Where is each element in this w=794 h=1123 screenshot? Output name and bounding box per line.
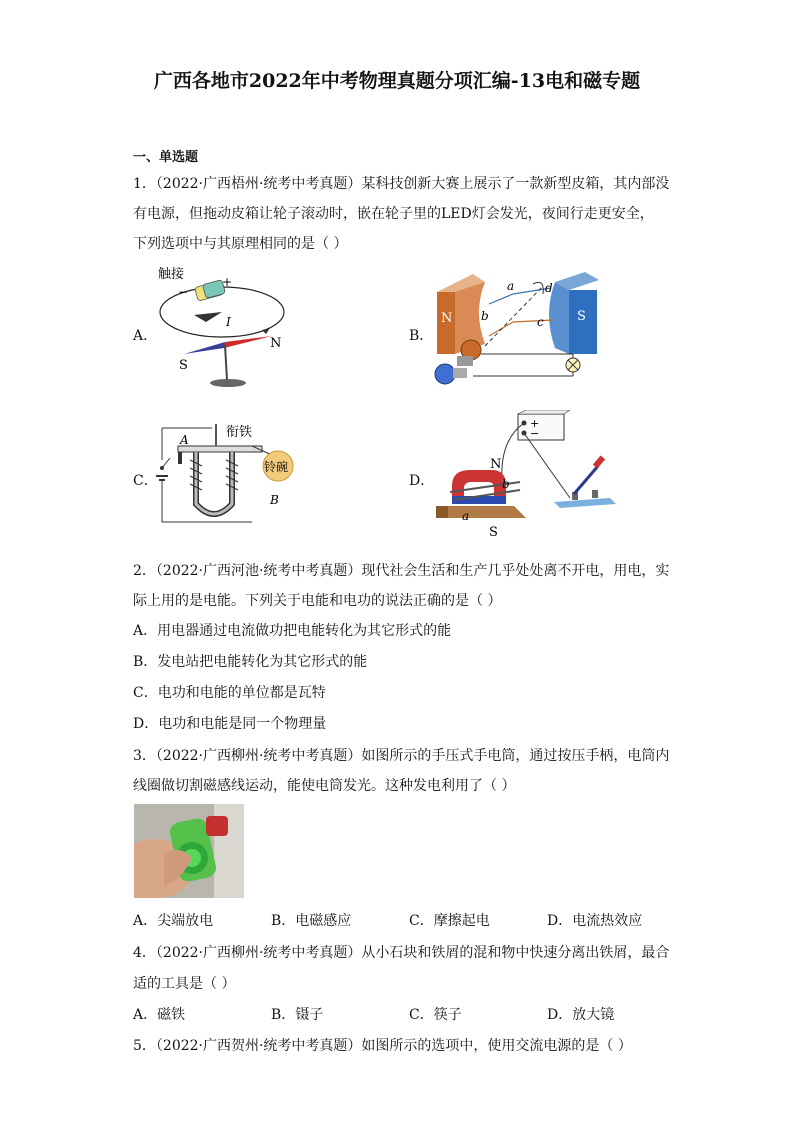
- fig-a-s-label: S: [179, 358, 188, 373]
- q2-option-d[interactable]: D．电功和电能是同一个物理量: [133, 716, 327, 732]
- q2-option-b[interactable]: B．发电站把电能转化为其它形式的能: [133, 654, 368, 670]
- q4-option-d[interactable]: D．放大镜: [547, 1007, 615, 1023]
- fig-a-minus: −: [178, 285, 189, 299]
- figure-b-generator: [425, 264, 605, 396]
- q3-option-b[interactable]: B．电磁感应: [271, 913, 352, 929]
- q1-line-2: 有电源，但拖动皮箱让轮子滚动时，嵌在轮子里的LED灯会发光，夜间行走更安全，: [133, 206, 654, 222]
- fig-a-plus: +: [222, 275, 233, 289]
- q1-line-1: 1．（2022·广西梧州·统考中考真题）某科技创新大赛上展示了一款新型皮箱，其内部没: [133, 176, 670, 192]
- fig-d-a-label: a: [462, 509, 470, 523]
- fig-b-b-label: b: [481, 309, 489, 323]
- figure-d-motor-principle: [430, 410, 625, 538]
- fig-b-n-label: N: [441, 311, 453, 326]
- fig-c-bell-label: 铃碗: [264, 460, 289, 474]
- q1-option-d-label[interactable]: D．: [409, 473, 435, 489]
- q2-option-c[interactable]: C．电功和电能的单位都是瓦特: [133, 685, 326, 701]
- fig-c-armature-label: 衔铁: [226, 425, 253, 440]
- q2-line-1: 2．（2022·广西河池·统考中考真题）现代社会生活和生产几乎处处离不开电，用电，实: [133, 563, 670, 579]
- q3-line-2: 线圈做切割磁感线运动，能使电筒发光。这种发电利用了（ ）: [133, 778, 516, 794]
- q4-option-b[interactable]: B．镊子: [271, 1007, 324, 1023]
- fig-c-a-label: A: [180, 433, 189, 447]
- q2-line-2: 际上用的是电能。下列关于电能和电功的说法正确的是（ ）: [133, 593, 502, 609]
- q4-option-a[interactable]: A．磁铁: [133, 1007, 186, 1023]
- fig-d-b-label: b: [502, 477, 510, 491]
- fig-b-d-label: d: [545, 281, 553, 295]
- fig-a-touch-label: 触接: [158, 267, 185, 282]
- fig-c-b-label: B: [270, 493, 279, 507]
- q4-option-c[interactable]: C．筷子: [409, 1007, 462, 1023]
- q3-line-1: 3．（2022·广西柳州·统考中考真题）如图所示的手压式手电筒，通过按压手柄，电筒内: [133, 748, 670, 764]
- fig-b-c-label: c: [537, 315, 544, 329]
- q3-option-c[interactable]: C．摩擦起电: [409, 913, 490, 929]
- page-title: 广西各地市2022年中考物理真题分项汇编-13电和磁专题: [153, 70, 641, 92]
- fig-d-plus: +: [530, 417, 540, 430]
- q4-line-2: 适的工具是（ ）: [133, 976, 236, 992]
- fig-d-n-label: N: [490, 457, 502, 472]
- hand-flashlight-photo: [134, 804, 244, 898]
- q5-line-1: 5．（2022·广西贺州·统考中考真题）如图所示的选项中，使用交流电源的是（ ）: [133, 1038, 632, 1054]
- fig-a-current-label: I: [226, 315, 231, 329]
- fig-d-s-label: S: [489, 525, 498, 538]
- figure-c-electric-bell: [152, 420, 302, 530]
- section-heading: 一、单选题: [133, 150, 199, 165]
- q3-option-d[interactable]: D．电流热效应: [547, 913, 643, 929]
- fig-b-s-label: S: [577, 309, 586, 324]
- fig-a-n-label: N: [270, 336, 282, 351]
- q4-line-1: 4．（2022·广西柳州·统考中考真题）从小石块和铁屑的混和物中快速分离出铁屑，最合: [133, 945, 670, 961]
- q1-option-b-label[interactable]: B．: [409, 328, 434, 344]
- q2-option-a[interactable]: A．用电器通过电流做功把电能转化为其它形式的能: [133, 623, 452, 639]
- fig-b-a-label: a: [507, 279, 515, 293]
- figure-a-oersted: [150, 262, 300, 394]
- q1-line-3: 下列选项中与其原理相同的是（ ）: [133, 236, 348, 252]
- q3-option-a[interactable]: A．尖端放电: [133, 913, 214, 929]
- q1-option-c-label[interactable]: C．: [133, 473, 158, 489]
- fig-d-minus: −: [530, 427, 540, 440]
- q1-option-a-label[interactable]: A．: [133, 328, 158, 344]
